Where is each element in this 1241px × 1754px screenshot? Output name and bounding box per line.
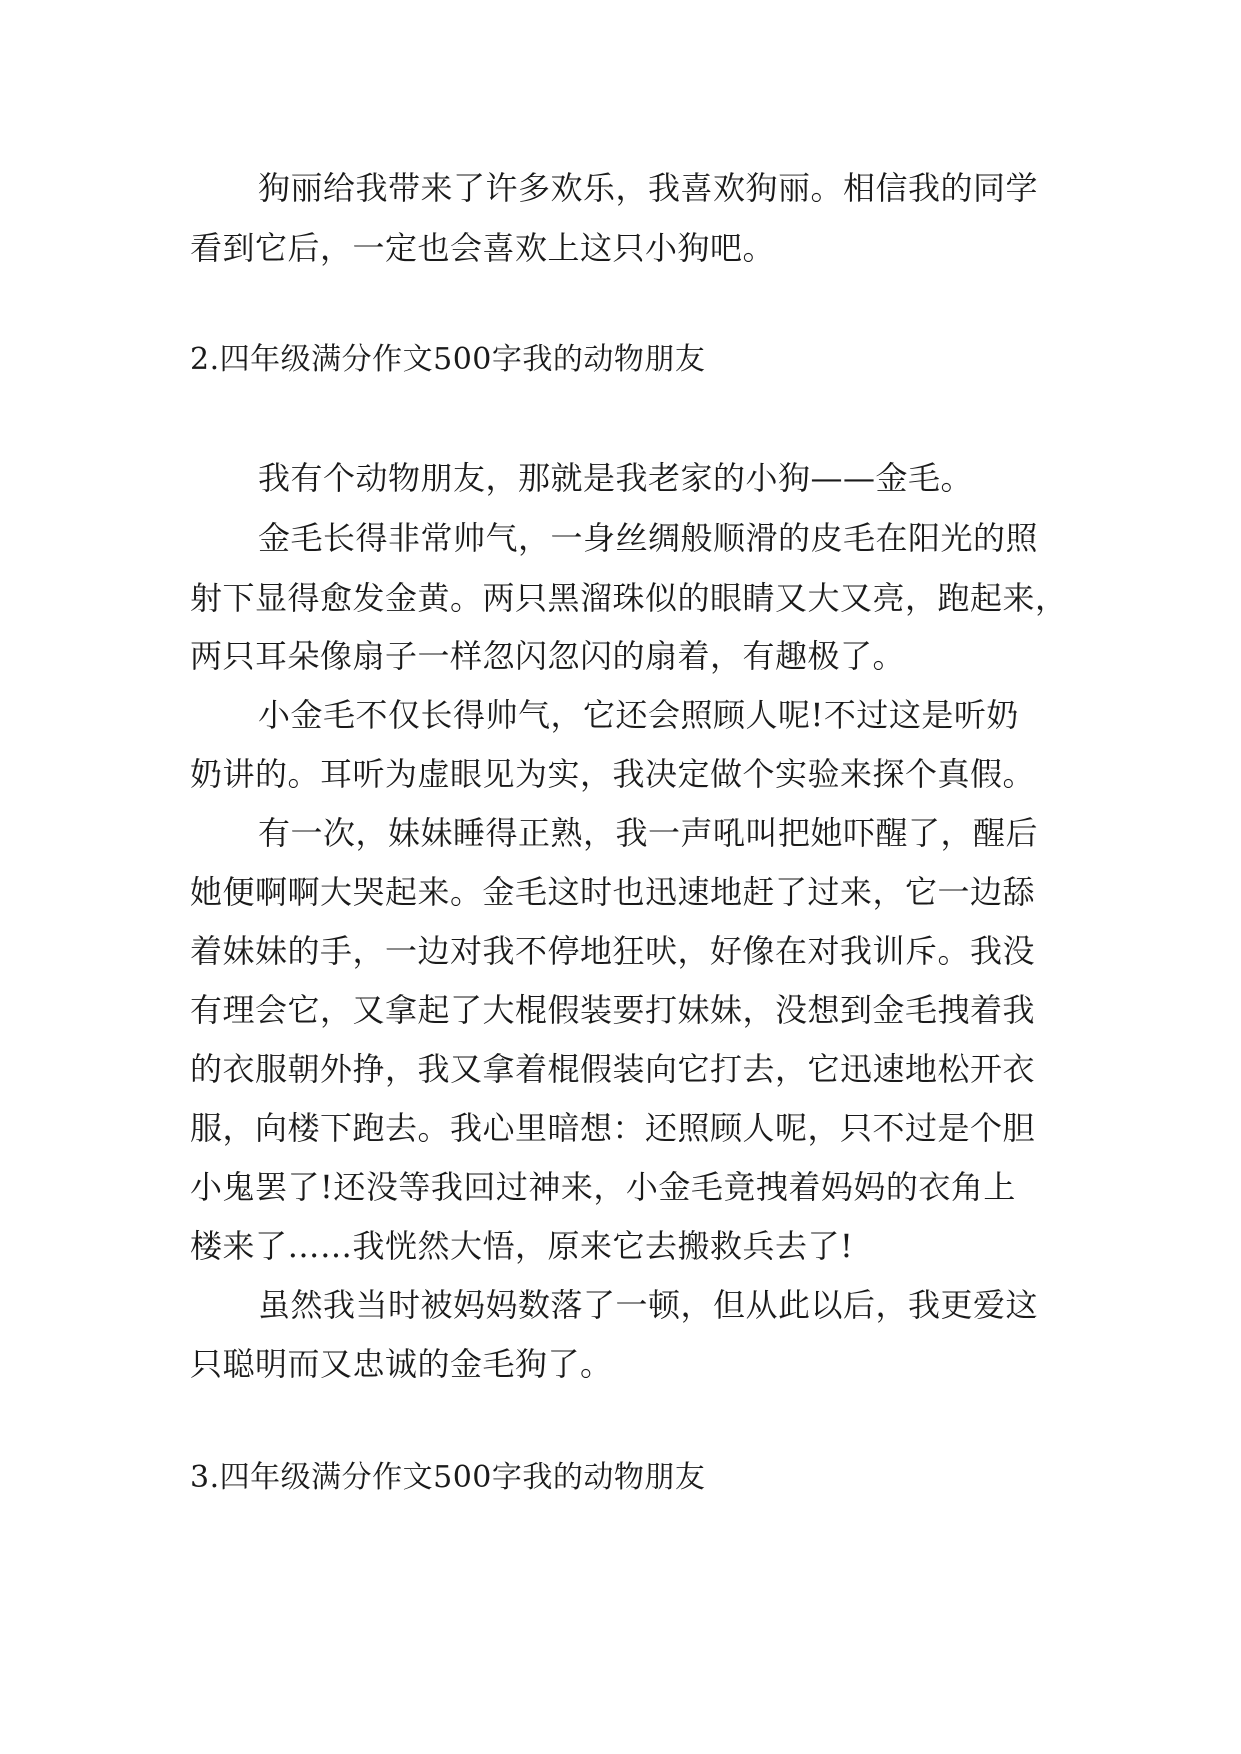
paragraph-line: 虽然我当时被妈妈数落了一顿，但从此以后，我更爱这 bbox=[258, 1286, 1039, 1324]
paragraph-line: 她便啊啊大哭起来。金毛这时也迅速地赶了过来，它一边舔 bbox=[190, 873, 1036, 911]
paragraph-line: 看到它后，一定也会喜欢上这只小狗吧。 bbox=[190, 229, 776, 267]
paragraph-line: 金毛长得非常帅气，一身丝绸般顺滑的皮毛在阳光的照 bbox=[258, 519, 1039, 557]
paragraph-line: 小金毛不仅长得帅气，它还会照顾人呢!不过这是听奶 bbox=[258, 696, 1019, 734]
paragraph-line: 射下显得愈发金黄。两只黑溜珠似的眼睛又大又亮，跑起来， bbox=[190, 579, 1068, 617]
section-heading: 3.四年级满分作文500字我的动物朋友 bbox=[190, 1460, 706, 1495]
paragraph-line: 奶讲的。耳听为虚眼见为实，我决定做个实验来探个真假。 bbox=[190, 755, 1036, 793]
section-heading: 2.四年级满分作文500字我的动物朋友 bbox=[190, 342, 706, 377]
paragraph-line: 狗丽给我带来了许多欢乐，我喜欢狗丽。相信我的同学 bbox=[258, 169, 1039, 207]
paragraph-line: 只聪明而又忠诚的金毛狗了。 bbox=[190, 1345, 613, 1383]
paragraph-line: 两只耳朵像扇子一样忽闪忽闪的扇着，有趣极了。 bbox=[190, 637, 906, 675]
paragraph-line: 我有个动物朋友，那就是我老家的小狗——金毛。 bbox=[258, 459, 974, 497]
paragraph-line: 有一次，妹妹睡得正熟，我一声吼叫把她吓醒了，醒后 bbox=[258, 814, 1039, 852]
paragraph-line: 有理会它，又拿起了大棍假装要打妹妹，没想到金毛拽着我 bbox=[190, 991, 1036, 1029]
paragraph-line: 服，向楼下跑去。我心里暗想：还照顾人呢，只不过是个胆 bbox=[190, 1109, 1036, 1147]
paragraph-line: 楼来了……我恍然大悟，原来它去搬救兵去了! bbox=[190, 1227, 854, 1265]
paragraph-line: 小鬼罢了!还没等我回过神来，小金毛竟拽着妈妈的衣角上 bbox=[190, 1168, 1016, 1206]
paragraph-line: 着妹妹的手，一边对我不停地狂吠，好像在对我训斥。我没 bbox=[190, 932, 1036, 970]
paragraph-line: 的衣服朝外挣，我又拿着棍假装向它打去，它迅速地松开衣 bbox=[190, 1050, 1036, 1088]
